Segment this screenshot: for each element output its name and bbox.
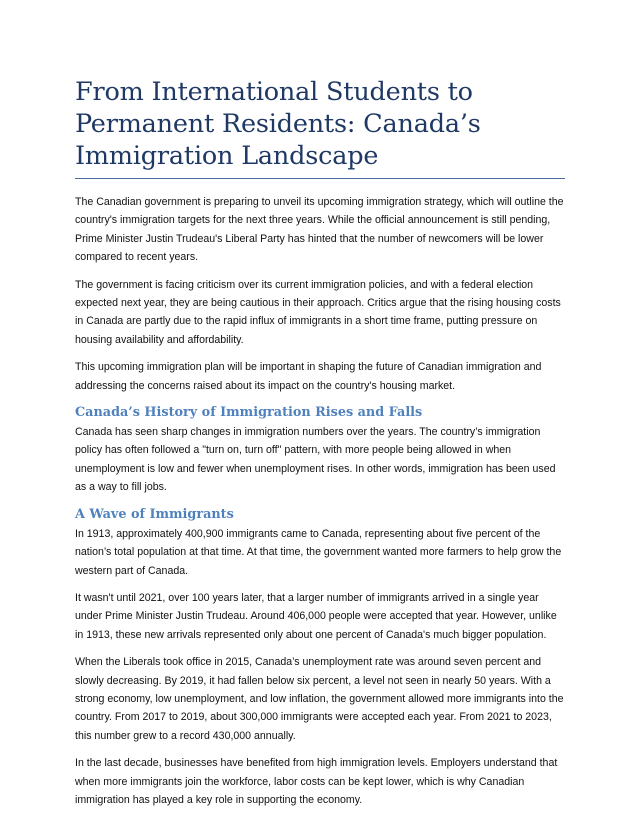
history-paragraph-1: Canada has seen sharp changes in immigration numbers over the years. The country’s immigration policy has often followed a "turn on, turn off" pattern, with more people being allowed in when unemployment is low and fewer when unemployment rises. In other words, immigration has been used as a way to fill jobs. — [75, 426, 556, 494]
document-title: From International Students to Permanent Residents: Canada’s Immigration Landscape — [75, 77, 481, 171]
section-heading-wave: A Wave of Immigrants — [75, 506, 234, 522]
document-page — [75, 76, 565, 818]
intro-paragraph-1: The Canadian government is preparing to unveil its upcoming immigration strategy, which will outline the country's immigration targets for the next three years. While the official announcement is still pending, Prime Minister Justin Trudeau's Liberal Party has hinted that the number of newcomers will be lower compared to recent years. — [75, 196, 564, 264]
section-heading-history: Canada’s History of Immigration Rises and Falls — [75, 405, 423, 421]
wave-paragraph-2: It wasn't until 2021, over 100 years later, that a larger number of immigrants arrived in a single year under Prime Minister Justin Trudeau. Around 406,000 people were accepted that year. However, unlike in 1913, these new arrivals represented only about one percent of Canada's much bigger population. — [75, 591, 557, 641]
wave-paragraph-3: When the Liberals took office in 2015, Canada’s unemployment rate was around seven percent and slowly decreasing. By 2019, it had fallen below six percent, a level not seen in nearly 50 years. With a strong economy, low unemployment, and low inflation, the government allowed more immigrants into the country. From 2017 to 2019, about 300,000 immigrants were accepted each year. From 2021 to 2023, this number grew to a record 430,000 annually. — [75, 656, 564, 742]
wave-paragraph-1: In 1913, approximately 400,900 immigrants came to Canada, representing about five percent of the nation’s total population at that time. At that time, the government wanted more farmers to help grow the western part of Canada. — [75, 527, 562, 577]
title-divider — [75, 178, 565, 179]
intro-paragraph-2: The government is facing criticism over its current immigration policies, and with a federal election expected next year, they are being cautious in their approach. Critics argue that the rising housing costs in Canada are partly due to the rapid influx of immigrants in a short time frame, putting pressure on housing availability and affordability. — [75, 278, 561, 346]
wave-paragraph-4: In the last decade, businesses have benefited from high immigration levels. Employers understand that when more immigrants join the workforce, labor costs can be kept lower, which is why Canadian immigration has played a key role in supporting the economy. — [75, 757, 558, 806]
intro-paragraph-3: This upcoming immigration plan will be important in shaping the future of Canadian immigration and addressing the concerns raised about its impact on the country's housing market. — [75, 361, 542, 392]
